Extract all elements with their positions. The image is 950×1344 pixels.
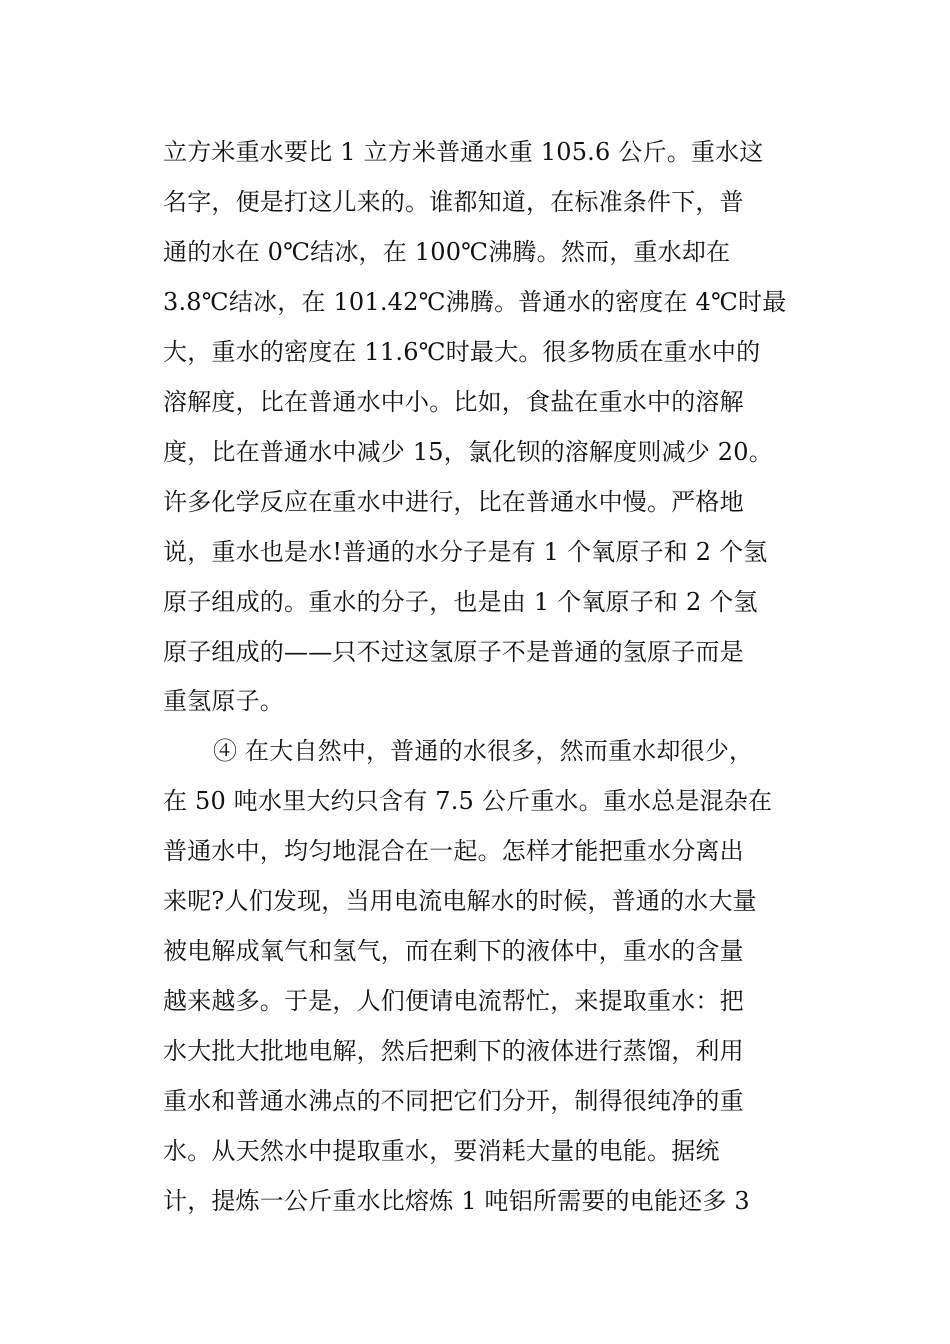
text-line: 水。从天然水中提取重水，要消耗大量的电能。据统 xyxy=(163,1137,720,1165)
text-line: 溶解度，比在普通水中小。比如，食盐在重水中的溶解 xyxy=(163,388,744,416)
text-line: 立方米重水要比 1 立方米普通水重 105.6 公斤。重水这 xyxy=(163,138,764,166)
text-line: 大，重水的密度在 11.6℃时最大。很多物质在重水中的 xyxy=(163,338,761,366)
text-line: 重水和普通水沸点的不同把它们分开，制得很纯净的重 xyxy=(163,1087,744,1115)
text-line: 原子组成的——只不过这氢原子不是普通的氢原子而是 xyxy=(163,638,744,666)
text-line: 重氢原子。 xyxy=(163,687,284,715)
text-line: 许多化学反应在重水中进行，比在普通水中慢。严格地 xyxy=(163,488,744,516)
text-line: 水大批大批地电解，然后把剩下的液体进行蒸馏，利用 xyxy=(163,1037,744,1065)
text-line: 越来越多。于是，人们便请电流帮忙，来提取重水：把 xyxy=(163,987,744,1015)
text-line: 名字，便是打这儿来的。谁都知道，在标准条件下，普 xyxy=(163,188,744,216)
text-line: 度，比在普通水中减少 15，氯化钡的溶解度则减少 20。 xyxy=(163,438,773,466)
text-line: 原子组成的。重水的分子，也是由 1 个氧原子和 2 个氢 xyxy=(163,588,758,616)
text-line: 计，提炼一公斤重水比熔炼 1 吨铝所需要的电能还多 3 xyxy=(163,1187,750,1215)
paragraph-start-line: ④ 在大自然中，普通的水很多，然而重水却很少， xyxy=(213,737,754,765)
text-line: 3.8℃结冰，在 101.42℃沸腾。普通水的密度在 4℃时最 xyxy=(163,288,787,316)
text-line: 说，重水也是水!普通的水分子是有 1 个氧原子和 2 个氢 xyxy=(163,538,768,566)
text-line: 来呢?人们发现，当用电流电解水的时候，普通的水大量 xyxy=(163,887,757,915)
text-line: 在 50 吨水里大约只含有 7.5 公斤重水。重水总是混杂在 xyxy=(163,787,773,815)
text-line: 通的水在 0℃结冰，在 100℃沸腾。然而，重水却在 xyxy=(163,238,731,266)
text-line: 被电解成氧气和氢气，而在剩下的液体中，重水的含量 xyxy=(163,937,744,965)
text-line: 普通水中，均匀地混合在一起。怎样才能把重水分离出 xyxy=(163,837,744,865)
